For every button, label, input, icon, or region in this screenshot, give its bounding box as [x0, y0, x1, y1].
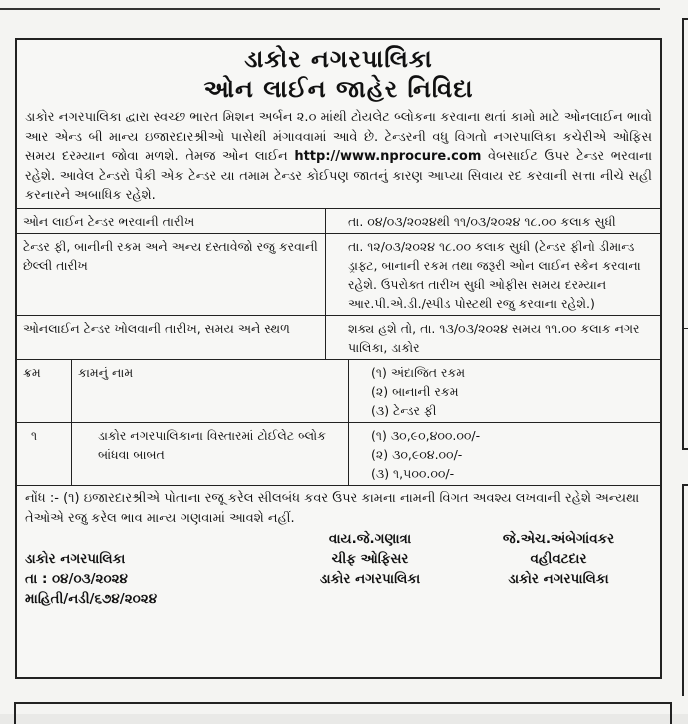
table-row	[17, 315, 660, 359]
schedule-value: શક્ય હશે તો, તા. ૧૩/૦૩/૨૦૨૪ સમય ૧૧.૦૦ કલાક નગર પાલિકા, ડાકોર	[326, 315, 661, 359]
signature-row-titles	[17, 549, 660, 569]
signature-row-names	[17, 529, 660, 549]
row-work-name: ડાકોર નગરપાલિકાના વિસ્તારમાં ટોઈલેટ બ્લોક બાંધવા બાબત	[72, 422, 349, 485]
row-amounts	[349, 422, 661, 485]
intro-text: ડાકોર નગરપાલિકા દ્વારા સ્વચ્છ ભારત મિશન અર્બન ૨.૦ માંથી ટોયલેટ બ્લોકના કરવાના થતાં કામો માટે ઓનલાઈન ભાવો આર એન્ડ બી માન્ય ઇજારદારશ્રીઓ પાસેથી મંગાવવામાં આવે છે. ટેન્ડરની વધુ વિગતો નગરપાલિકા કચેરીએ ઓફિસ સમય દરમ્યાન જોવા મળશે. તેમજ ઓન લાઈન	[25, 110, 652, 164]
reference-number: માહિતી/નડી/૬૭૪/૨૦૨૪	[25, 590, 158, 607]
adjacent-ad-border-lower	[682, 484, 688, 696]
schedule-label: ઓન લાઈન ટેન્ડર ભરવાની તારીખ	[17, 208, 326, 233]
amount-label: (૨) બાનાની રકમ	[371, 383, 459, 399]
adjacent-ad-border	[682, 18, 688, 450]
notice-date: તા : ૦૪/૦૩/૨૦૨૪	[25, 570, 128, 587]
amount-label: (૧) અંદાજિત રકમ	[371, 364, 466, 380]
admin-title: વહીવટદાર	[530, 550, 587, 567]
work-table-header	[17, 359, 660, 422]
top-rule	[0, 8, 660, 10]
schedule-value: તા. ૦૪/૦૩/૨૦૨૪થી ૧૧/૦૩/૨૦૨૪ ૧૮.૦૦ કલાક સુધી	[326, 208, 661, 233]
notice-title-heading: ઓન લાઈન જાહેર નિવિદા	[203, 75, 474, 103]
schedule-label: ઓનલાઈન ટેન્ડર ખોલવાની તારીખ, સમય અને સ્થળ	[17, 315, 326, 359]
next-ad-border	[14, 702, 672, 724]
signature-row-orgs	[17, 569, 660, 589]
amount-value: (૧) ૩૦,૯૦,૪૦૦.૦૦/-	[371, 427, 481, 443]
table-row	[17, 233, 660, 315]
admin-org: ડાકોર નગરપાલિકા	[508, 570, 609, 587]
admin-name: જે.એચ.અંબેગાંવકર	[502, 530, 615, 547]
table-row	[17, 422, 660, 485]
amount-label: (૩) ટેન્ડર ફી	[371, 402, 437, 418]
officer-title: ચીફ ઓફિસર	[331, 550, 409, 567]
row-serial: ૧	[17, 422, 72, 485]
schedule-value: તા. ૧૨/૦૩/૨૦૨૪ ૧૮.૦૦ કલાક સુધી (ટેન્ડર ફીનો ડીમાન્ડ ડ્રાફ્ટ, બાનાની રકમ તથા જરૂરી ઓન લાઈન સ્કેન કરવાના રહેશે. ઉપરોક્ત તારીખ સુધી ઓફીસ સમય દરમ્યાન આર.પી.એ.ડી./સ્પીડ પોસ્ટથી રજુ કરવાના રહેશે.)	[326, 233, 661, 315]
officer-name: વાય.જે.ગણાત્રા	[328, 530, 412, 547]
col-amounts	[349, 359, 661, 422]
tender-website-link[interactable]: http://www.nprocure.com	[294, 149, 482, 164]
notice-note: નોંધ :- (૧) ઇજારદારશ્રીએ પોતાના રજૂ કરેલ સીલબંધ કવર ઉપર કામના નામની વિગત અવશ્ય લખવાની રહેશે અન્યથા તેઓએ રજુ કરેલ ભાવ માન્ય ગણવામાં આવશે નહીં.	[17, 485, 660, 529]
notice-title-org: ડાકોર નગરપાલિકા	[244, 45, 433, 73]
schedule-label: ટેન્ડર ફી, બાનીની રકમ અને અન્ય દસ્તાવેજો રજુ કરવાની છેલ્લી તારીખ	[17, 233, 326, 315]
intro-text-cont: વેબસાઈટ ઉપર ટેન્ડર ભરવાના રહેશે. આવેલ ટેન્ડરો પૈકી એક ટેન્ડર યા તમામ ટેન્ડર કોઈપણ જાતનું કારણ આપ્યા સિવાય રદ કરવાની સત્તા નીચે સહી કરનારને અબાધિક રહેશે.	[25, 149, 653, 203]
officer-org: ડાકોર નગરપાલિકા	[319, 570, 421, 587]
table-row	[17, 208, 660, 233]
schedule-table	[17, 208, 660, 359]
issuer-org: ડાકોર નગરપાલિકા	[25, 550, 126, 567]
col-serial: ક્રમ	[17, 359, 72, 422]
amount-value: (૨) ૩૦,૯૦૪.૦૦/-	[371, 446, 463, 462]
amount-value: (૩) ૧,૫૦૦.૦૦/-	[371, 465, 455, 481]
notice-intro	[17, 104, 660, 208]
tender-notice	[15, 38, 662, 679]
adjacent-ad-divider	[682, 328, 688, 329]
work-table	[17, 359, 660, 485]
col-work-name: કામનું નામ	[72, 359, 349, 422]
